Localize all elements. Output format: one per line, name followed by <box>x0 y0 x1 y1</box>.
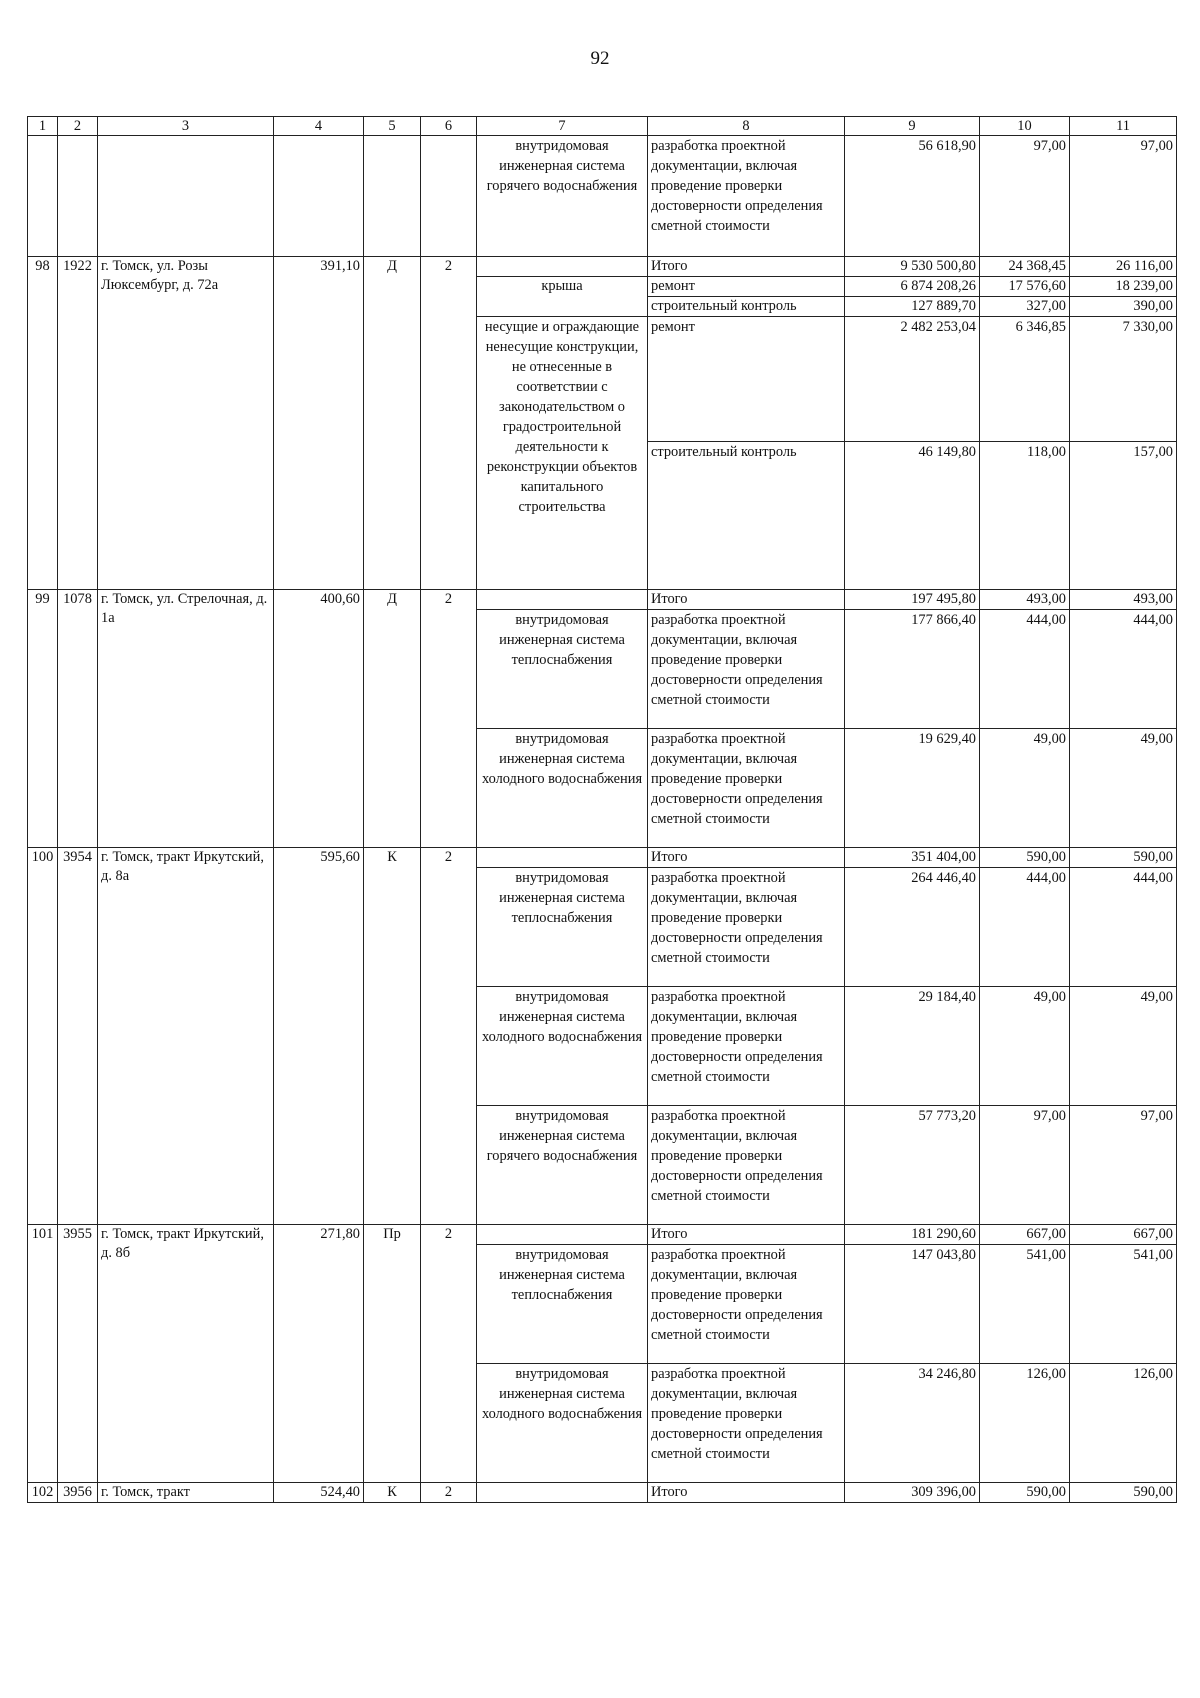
area: 595,60 <box>274 848 364 1225</box>
system-cell: внутридомовая инженерная система холодного водоснабжения <box>477 987 648 1106</box>
cell <box>98 136 274 257</box>
cost-cell: 2 482 253,04 <box>845 317 980 442</box>
work-cell: строительный контроль <box>648 297 845 317</box>
unit-cost-cell: 444,00 <box>980 610 1070 729</box>
row-number: 101 <box>28 1225 58 1483</box>
row-number: 99 <box>28 590 58 848</box>
unit-cost-cell: 118,00 <box>980 442 1070 590</box>
limit-cost-cell: 97,00 <box>1070 136 1177 257</box>
system-cell: несущие и ограждающие ненесущие конструкции, не отнесенные в соответствии с законодательством о градостроительной деятельности к реконструкции объектов капитального строительства <box>477 317 648 590</box>
address: г. Томск, тракт <box>98 1483 274 1503</box>
work-cell: разработка проектной документации, включая проведение проверки достоверности определения сметной стоимости <box>648 1106 845 1225</box>
column-header: 10 <box>980 117 1070 136</box>
limit-cost-cell: 590,00 <box>1070 848 1177 868</box>
house-id: 3956 <box>58 1483 98 1503</box>
unit-cost-cell: 590,00 <box>980 848 1070 868</box>
limit-cost-cell: 493,00 <box>1070 590 1177 610</box>
limit-cost-cell: 18 239,00 <box>1070 277 1177 297</box>
header-row <box>28 117 1177 136</box>
limit-cost-cell: 157,00 <box>1070 442 1177 590</box>
unit-cost-cell: 97,00 <box>980 1106 1070 1225</box>
limit-cost-cell: 590,00 <box>1070 1483 1177 1503</box>
system-cell: внутридомовая инженерная система теплоснабжения <box>477 868 648 987</box>
cell <box>364 136 421 257</box>
table-row <box>28 1225 1177 1245</box>
table-row <box>28 136 1177 257</box>
column-header: 4 <box>274 117 364 136</box>
work-cell: разработка проектной документации, включая проведение проверки достоверности определения сметной стоимости <box>648 1245 845 1364</box>
system-cell <box>477 257 648 277</box>
unit-cost-cell: 590,00 <box>980 1483 1070 1503</box>
work-cell: ремонт <box>648 317 845 442</box>
limit-cost-cell: 49,00 <box>1070 729 1177 848</box>
cost-cell: 56 618,90 <box>845 136 980 257</box>
cell <box>58 136 98 257</box>
cost-cell: 351 404,00 <box>845 848 980 868</box>
address: г. Томск, тракт Иркутский, д. 8а <box>98 848 274 1225</box>
area: 271,80 <box>274 1225 364 1483</box>
limit-cost-cell: 97,00 <box>1070 1106 1177 1225</box>
cost-cell: 127 889,70 <box>845 297 980 317</box>
address: г. Томск, тракт Иркутский, д. 8б <box>98 1225 274 1483</box>
column-header: 5 <box>364 117 421 136</box>
table-row <box>28 1483 1177 1503</box>
table-row <box>28 257 1177 277</box>
row-number: 98 <box>28 257 58 590</box>
work-cell: разработка проектной документации, включая проведение проверки достоверности определения сметной стоимости <box>648 136 845 257</box>
column-header: 11 <box>1070 117 1177 136</box>
system-cell <box>477 1483 648 1503</box>
total-label: Итого <box>648 1483 845 1503</box>
work-cell: строительный контроль <box>648 442 845 590</box>
limit-cost-cell: 390,00 <box>1070 297 1177 317</box>
row-number: 100 <box>28 848 58 1225</box>
cost-cell: 147 043,80 <box>845 1245 980 1364</box>
work-cell: ремонт <box>648 277 845 297</box>
limit-cost-cell: 541,00 <box>1070 1245 1177 1364</box>
limit-cost-cell: 26 116,00 <box>1070 257 1177 277</box>
address: г. Томск, ул. Стрелочная, д. 1а <box>98 590 274 848</box>
unit-cost-cell: 126,00 <box>980 1364 1070 1483</box>
cell <box>421 136 477 257</box>
limit-cost-cell: 49,00 <box>1070 987 1177 1106</box>
cost-cell: 29 184,40 <box>845 987 980 1106</box>
cost-cell: 19 629,40 <box>845 729 980 848</box>
unit-cost-cell: 17 576,60 <box>980 277 1070 297</box>
house-type: К <box>364 848 421 1225</box>
cost-cell: 177 866,40 <box>845 610 980 729</box>
system-cell <box>477 848 648 868</box>
system-cell: внутридомовая инженерная система горячего водоснабжения <box>477 136 648 257</box>
cell <box>28 136 58 257</box>
column-header: 1 <box>28 117 58 136</box>
house-type: Пр <box>364 1225 421 1483</box>
work-cell: разработка проектной документации, включая проведение проверки достоверности определения сметной стоимости <box>648 987 845 1106</box>
unit-cost-cell: 49,00 <box>980 987 1070 1106</box>
system-cell: внутридомовая инженерная система теплоснабжения <box>477 610 648 729</box>
cost-cell: 197 495,80 <box>845 590 980 610</box>
limit-cost-cell: 444,00 <box>1070 610 1177 729</box>
system-cell: внутридомовая инженерная система горячего водоснабжения <box>477 1106 648 1225</box>
area: 524,40 <box>274 1483 364 1503</box>
total-label: Итого <box>648 1225 845 1245</box>
total-label: Итого <box>648 590 845 610</box>
cost-cell: 57 773,20 <box>845 1106 980 1225</box>
system-cell: внутридомовая инженерная система теплоснабжения <box>477 1245 648 1364</box>
system-cell <box>477 590 648 610</box>
area: 391,10 <box>274 257 364 590</box>
column-header: 2 <box>58 117 98 136</box>
work-cell: разработка проектной документации, включая проведение проверки достоверности определения сметной стоимости <box>648 1364 845 1483</box>
unit-cost-cell: 49,00 <box>980 729 1070 848</box>
house-type: К <box>364 1483 421 1503</box>
system-cell <box>477 1225 648 1245</box>
table-row <box>28 848 1177 868</box>
house-id: 1922 <box>58 257 98 590</box>
row-number: 102 <box>28 1483 58 1503</box>
house-type: Д <box>364 257 421 590</box>
repair-program-table <box>27 116 1177 1503</box>
unit-cost-cell: 6 346,85 <box>980 317 1070 442</box>
limit-cost-cell: 7 330,00 <box>1070 317 1177 442</box>
unit-cost-cell: 444,00 <box>980 868 1070 987</box>
category: 2 <box>421 848 477 1225</box>
unit-cost-cell: 97,00 <box>980 136 1070 257</box>
system-cell: крыша <box>477 277 648 317</box>
house-id: 1078 <box>58 590 98 848</box>
unit-cost-cell: 541,00 <box>980 1245 1070 1364</box>
column-header: 6 <box>421 117 477 136</box>
cost-cell: 34 246,80 <box>845 1364 980 1483</box>
column-header: 7 <box>477 117 648 136</box>
category: 2 <box>421 1483 477 1503</box>
cost-cell: 309 396,00 <box>845 1483 980 1503</box>
column-header: 9 <box>845 117 980 136</box>
column-header: 3 <box>98 117 274 136</box>
house-id: 3954 <box>58 848 98 1225</box>
work-cell: разработка проектной документации, включая проведение проверки достоверности определения сметной стоимости <box>648 729 845 848</box>
limit-cost-cell: 667,00 <box>1070 1225 1177 1245</box>
cost-cell: 181 290,60 <box>845 1225 980 1245</box>
cost-cell: 6 874 208,26 <box>845 277 980 297</box>
unit-cost-cell: 24 368,45 <box>980 257 1070 277</box>
cost-cell: 46 149,80 <box>845 442 980 590</box>
category: 2 <box>421 257 477 590</box>
total-label: Итого <box>648 848 845 868</box>
area: 400,60 <box>274 590 364 848</box>
unit-cost-cell: 493,00 <box>980 590 1070 610</box>
table-row <box>28 590 1177 610</box>
unit-cost-cell: 667,00 <box>980 1225 1070 1245</box>
total-label: Итого <box>648 257 845 277</box>
cost-cell: 264 446,40 <box>845 868 980 987</box>
work-cell: разработка проектной документации, включая проведение проверки достоверности определения сметной стоимости <box>648 868 845 987</box>
limit-cost-cell: 444,00 <box>1070 868 1177 987</box>
cell <box>274 136 364 257</box>
category: 2 <box>421 590 477 848</box>
work-cell: разработка проектной документации, включая проведение проверки достоверности определения сметной стоимости <box>648 610 845 729</box>
unit-cost-cell: 327,00 <box>980 297 1070 317</box>
house-id: 3955 <box>58 1225 98 1483</box>
system-cell: внутридомовая инженерная система холодного водоснабжения <box>477 1364 648 1483</box>
system-cell: внутридомовая инженерная система холодного водоснабжения <box>477 729 648 848</box>
column-header: 8 <box>648 117 845 136</box>
house-type: Д <box>364 590 421 848</box>
cost-cell: 9 530 500,80 <box>845 257 980 277</box>
page-number: 92 <box>590 48 610 69</box>
limit-cost-cell: 126,00 <box>1070 1364 1177 1483</box>
address: г. Томск, ул. Розы Люксембург, д. 72а <box>98 257 274 590</box>
category: 2 <box>421 1225 477 1483</box>
